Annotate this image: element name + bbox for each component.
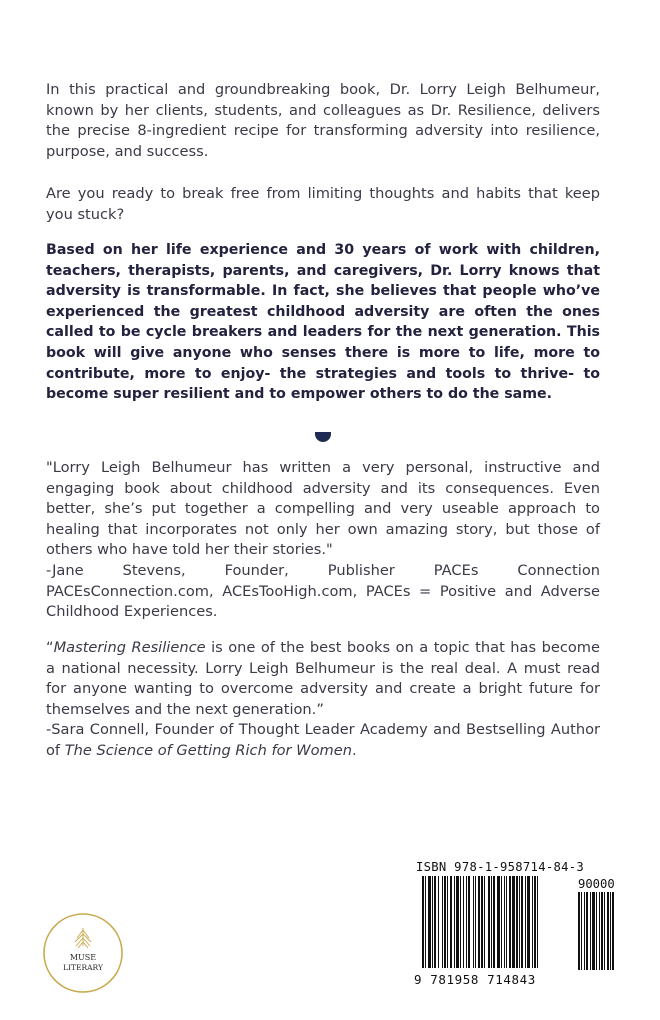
barcode-bar	[466, 876, 467, 968]
addon-bar	[584, 892, 585, 970]
barcode-bar	[525, 876, 526, 968]
barcode-bar	[428, 876, 431, 968]
addon-bar	[601, 892, 603, 970]
barcode-bar	[454, 876, 455, 968]
barcode-bar	[422, 876, 424, 968]
testimonial-1-quote: "Lorry Leigh Belhumeur has written a very personal, instructive and engaging book about childhood adversity and its consequences. Even better, she’s put together a compelling and very useable approach to healing that incorporates not only her own amazing story, but those of others who have told her their stories."	[46, 459, 600, 559]
description-paragraph-3: Based on her life experience and 30 years of work with children, teachers, therapists, parents, and caregivers, Dr. Lorry knows that adversity is transformable. In fact, she believes that people who’ve experienced the greatest childhood adversity are often the ones called to be cycle breakers and leaders for the next generation. This book will give anyone who senses there is more to life, more to contribute, more to enjoy- the strategies and tools to thrive- to become super resilient and to empower others to do the same.	[46, 242, 600, 403]
barcode-bar	[463, 876, 464, 968]
description-paragraph-2: Are you ready to break free from limiting thoughts and habits that keep you stuck?	[46, 185, 600, 223]
testimonial-1-attribution: -Jane Stevens, Founder, Publisher PACEs Connection PACEsConnection.com, ACEsTooHigh.com, PACEs = Positive and Adverse Childhood Experiences.	[46, 561, 600, 621]
addon-bar	[581, 892, 582, 970]
barcode-bar	[512, 876, 515, 968]
isbn-barcode	[408, 858, 622, 1006]
price-code: 90000	[578, 877, 615, 891]
barcode-bar	[447, 876, 448, 968]
isbn-label: ISBN 978-1-958714-84-3	[416, 860, 585, 874]
barcode-bar	[438, 876, 439, 968]
testimonial-2-open-quote: “	[46, 639, 54, 656]
barcode-bar	[537, 876, 538, 968]
barcode-bar	[534, 876, 536, 968]
testimonial-2-attribution	[46, 720, 600, 761]
barcode-bar	[521, 876, 523, 968]
testimonial-2-attribution-suffix: .	[351, 741, 357, 759]
barcode-bar	[516, 876, 518, 968]
barcode-bar	[478, 876, 480, 968]
addon-bar	[607, 892, 609, 970]
testimonial-1	[46, 458, 600, 623]
barcode-bar	[468, 876, 470, 968]
testimonial-2-book-title: Mastering Resilience	[53, 639, 206, 656]
addon-bar	[592, 892, 595, 970]
barcode-bar	[460, 876, 461, 968]
muse-literary-logo	[42, 912, 124, 994]
logo-text-literary: LITERARY	[63, 963, 103, 972]
addon-bar	[612, 892, 614, 970]
barcode-bar	[532, 876, 533, 968]
barcode-bar	[456, 876, 459, 968]
barcode-bar	[442, 876, 443, 968]
addon-bar	[604, 892, 605, 970]
description-paragraph-1: In this practical and groundbreaking book, Dr. Lorry Leigh Belhumeur, known by her clients, students, and colleagues as Dr. Resilience, delivers the precise 8-ingredient recipe for transforming adversity into resilience, purpose, and success.	[46, 81, 600, 160]
barcode-bar	[493, 876, 495, 968]
logo-text-muse: MUSE	[69, 953, 97, 962]
testimonial-2-quote: is one of the best books on a topic that has become a national necessity. Lorry Leigh Belhumeur is the real deal. A must read for anyone wanting to overcome adversity and create a bright future for themselves and the next generation.”	[46, 639, 600, 718]
barcode-bar	[527, 876, 530, 968]
barcode-bar	[473, 876, 474, 968]
addon-bar	[586, 892, 588, 970]
barcode-bar	[432, 876, 433, 968]
barcode-bar	[497, 876, 500, 968]
barcode-bar	[501, 876, 502, 968]
barcode-bar	[509, 876, 511, 968]
testimonial-2-attribution-prefix: -Sara Connell, Founder of Thought Leader Academy and Bestselling Author of	[46, 721, 600, 759]
addon-bar	[610, 892, 611, 970]
barcode-bar	[425, 876, 426, 968]
addon-bar	[596, 892, 597, 970]
barcode-bar	[504, 876, 505, 968]
barcode-bar	[450, 876, 452, 968]
barcode-bar	[491, 876, 492, 968]
addon-bar	[599, 892, 600, 970]
ean-digits: 9 781958 714843	[414, 972, 536, 987]
addon-bar	[590, 892, 591, 970]
barcode-bar	[506, 876, 507, 968]
section-divider-icon	[315, 432, 331, 442]
barcode-bar	[484, 876, 485, 968]
testimonial-2	[46, 638, 600, 762]
barcode-bar	[475, 876, 476, 968]
addon-bars	[578, 892, 622, 984]
barcode-bar	[519, 876, 520, 968]
ean-bars	[422, 876, 572, 976]
testimonial-2-attribution-book: The Science of Getting Rich for Women	[64, 741, 352, 759]
barcode-bar	[434, 876, 436, 968]
addon-bar	[578, 892, 580, 970]
barcode-bar	[444, 876, 446, 968]
barcode-bar	[488, 876, 490, 968]
barcode-bar	[481, 876, 483, 968]
